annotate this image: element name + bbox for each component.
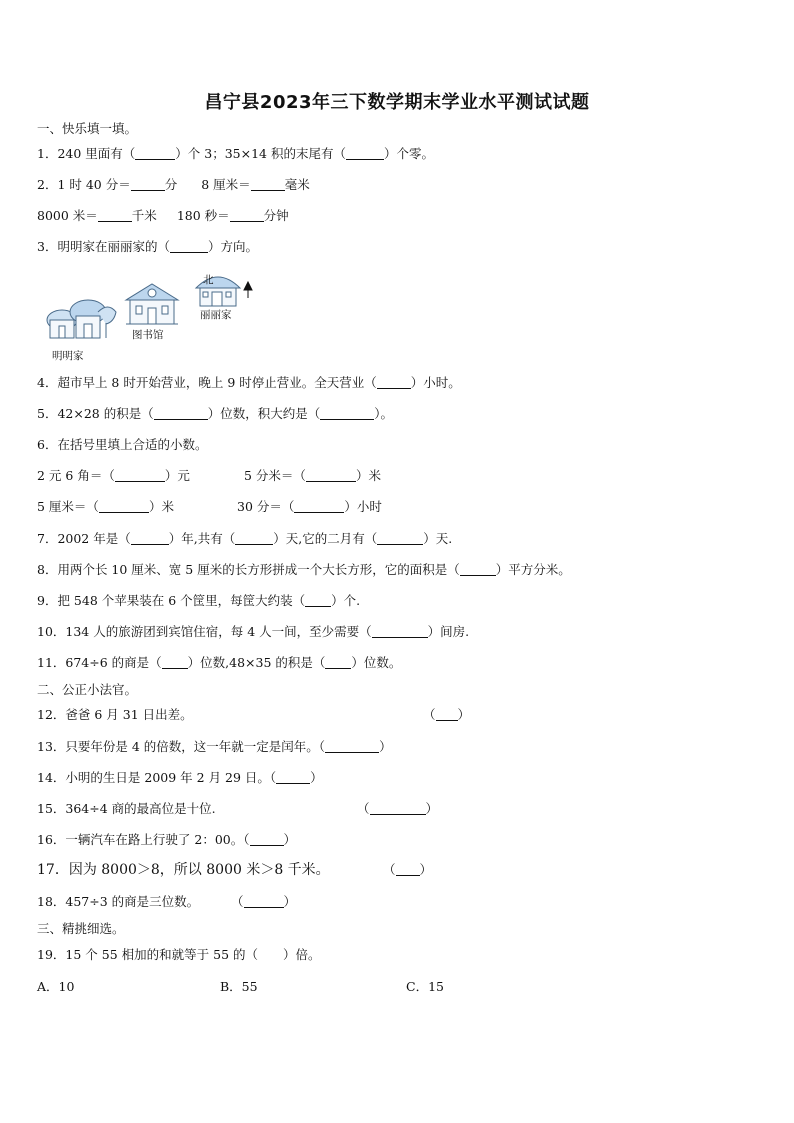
option-a[interactable]: A．10 [37,979,75,994]
map-illustration [40,268,280,368]
question-3: 3．明明家在丽丽家的（ ）方向。 [37,239,258,254]
answer-blank[interactable] [320,407,374,420]
question-8: 8．用两个长 10 厘米、宽 5 厘米的长方形拼成一个大长方形，它的面积是（ ）平方分米。 [37,562,571,577]
option-b[interactable]: B．55 [220,979,258,994]
north-label: 北 [203,274,214,286]
question-4: 4．超市早上 8 时开始营业，晚上 9 时停止营业。全天营业（ ）小时。 [37,375,461,390]
answer-blank[interactable] [244,895,284,908]
section-heading-3: 三、精挑细选。 [37,921,125,936]
answer-blank[interactable] [98,209,132,222]
mingming-label: 明明家 [52,350,84,362]
question-2-row-1: 2．1 时 40 分＝ 分 8 厘米＝ 毫米 [37,177,310,192]
mingming-house-icon [47,300,116,338]
question-2-row-2: 8000 米＝ 千米 180 秒＝ 分钟 [37,208,289,223]
answer-blank[interactable] [325,740,379,753]
answer-blank[interactable] [99,500,149,513]
question-16: 16．一辆汽车在路上行驶了 2：00。（ ） [37,832,297,847]
answer-blank[interactable] [436,708,458,721]
answer-blank[interactable] [372,625,428,638]
question-13: 13．只要年份是 4 的倍数，这一年就一定是闰年。（ ） [37,739,392,754]
answer-blank[interactable] [305,594,331,607]
answer-blank[interactable] [170,240,208,253]
answer-blank[interactable] [377,532,423,545]
answer-blank[interactable] [377,376,411,389]
answer-blank[interactable] [370,802,426,815]
answer-blank[interactable] [230,209,264,222]
question-19: 19．15 个 55 相加的和就等于 55 的（ ）倍。 [37,947,321,962]
answer-blank[interactable] [346,147,384,160]
answer-blank[interactable] [135,147,175,160]
answer-blank[interactable] [131,178,165,191]
question-6: 6．在括号里填上合适的小数。 [37,437,208,452]
answer-blank[interactable] [460,563,496,576]
option-c[interactable]: C．15 [406,979,444,994]
lili-label: 丽丽家 [200,309,232,321]
question-11: 11．674÷6 的商是（ ）位数,48×35 的积是（ ）位数。 [37,655,402,670]
north-arrow-icon [244,282,252,298]
answer-blank[interactable] [306,469,356,482]
answer-blank[interactable] [154,407,208,420]
question-14: 14．小明的生日是 2009 年 2 月 29 日。（ ） [37,770,323,785]
library-icon [126,284,178,324]
library-label: 图书馆 [132,329,164,341]
question-1: 1．240 里面有（ ）个 3；35×14 积的末尾有（ ）个零。 [37,146,434,161]
answer-blank[interactable] [235,532,273,545]
answer-blank[interactable] [251,178,285,191]
answer-blank[interactable] [131,532,169,545]
answer-blank[interactable] [250,833,284,846]
question-10: 10．134 人的旅游团到宾馆住宿，每 4 人一间，至少需要（ ）间房. [37,624,470,639]
answer-blank[interactable] [115,469,165,482]
answer-blank[interactable] [276,771,310,784]
question-7: 7．2002 年是（ ）年,共有（ ）天,它的二月有（ ）天. [37,531,453,546]
question-9: 9．把 548 个苹果装在 6 个筐里，每筐大约装（ ）个. [37,593,361,608]
question-5: 5．42×28 的积是（ ）位数，积大约是（ ）。 [37,406,393,421]
page-title: 昌宁县2023年三下数学期末学业水平测试试题 [204,92,590,113]
answer-blank[interactable] [396,863,420,876]
section-heading-2: 二、公正小法官。 [37,682,138,697]
answer-blank[interactable] [294,500,344,513]
answer-blank[interactable] [325,656,351,669]
answer-blank[interactable] [162,656,188,669]
section-heading-1: 一、快乐填一填。 [37,121,138,136]
